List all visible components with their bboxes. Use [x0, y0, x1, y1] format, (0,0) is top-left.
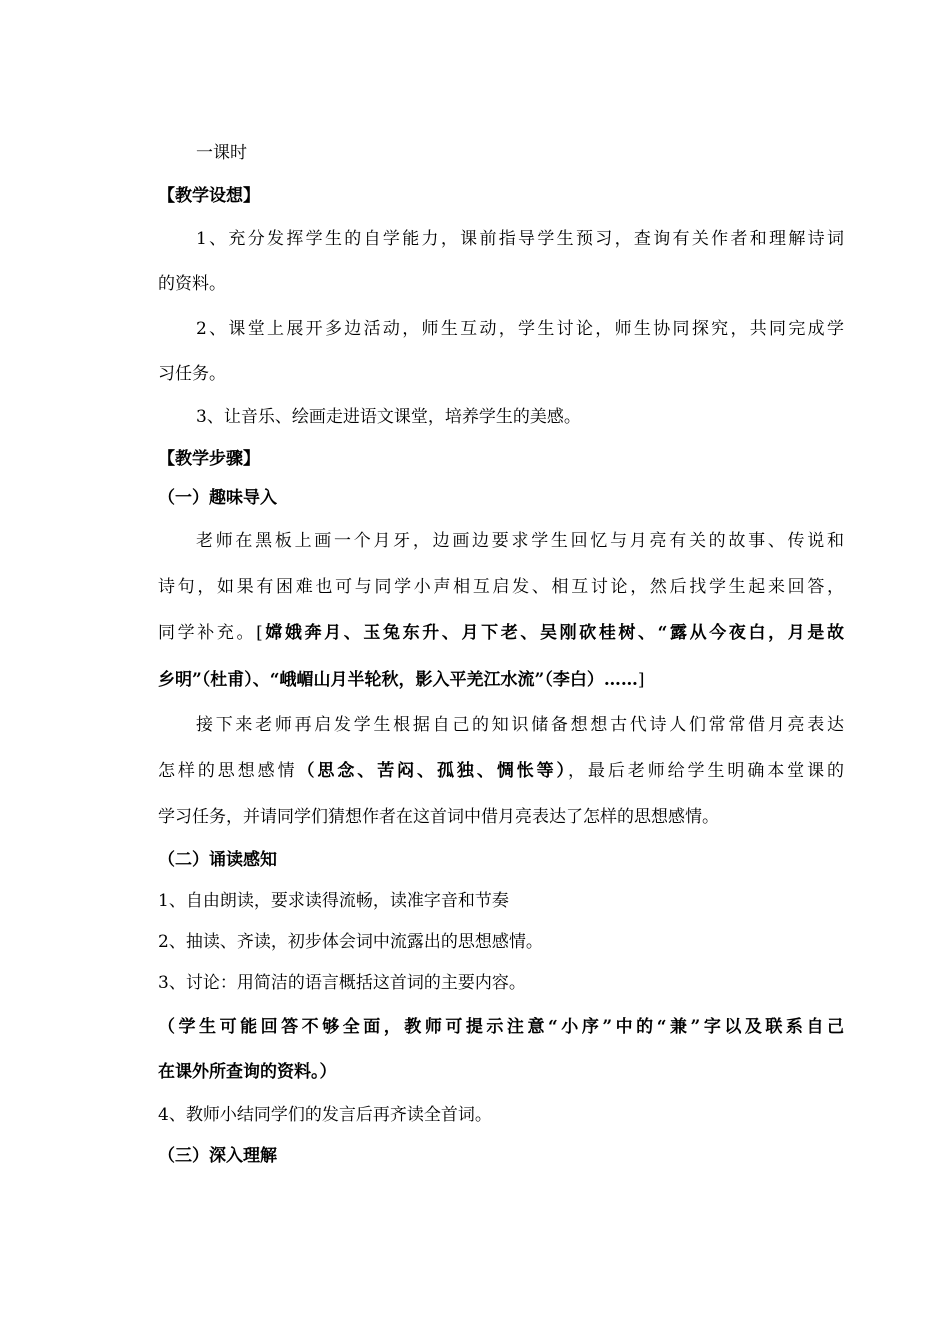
design-item-1-line-1: 1、充分发挥学生的自学能力，课前指导学生预习，查询有关作者和理解诗词	[196, 229, 844, 249]
design-item-2-line-1: 2、课堂上展开多边活动，师生互动，学生讨论，师生协同探究，共同完成学	[196, 319, 844, 339]
step2-heading: （二）诵读感知	[158, 850, 277, 870]
step1-answer-text: 嫦娥奔月、玉兔东升、月下老、吴刚砍桂树、“露从今夜白，月是故	[262, 623, 844, 643]
step1-paragraph2-line-3: 学习任务，并请同学们猜想作者在这首词中借月亮表达了怎样的思想感情。	[158, 807, 719, 827]
step1-p2-emotions: （思念、苦闷、孤独、惆怅等）	[297, 761, 568, 781]
step3-heading: （三）深入理解	[158, 1146, 277, 1166]
step1-paragraph1-line-3	[158, 622, 844, 644]
step2-item-3: 3、讨论：用简洁的语言概括这首词的主要内容。	[158, 973, 526, 993]
design-item-3: 3、让音乐、绘画走进语文课堂，培养学生的美感。	[196, 407, 581, 427]
step1-paragraph1-line-2: 诗句，如果有困难也可与同学小声相互启发、相互讨论，然后找学生起来回答，	[158, 577, 844, 597]
step1-heading: （一）趣味导入	[158, 488, 277, 508]
step1-answer-text-cont: 乡明”（杜甫）、“峨嵋山月半轮秋，影入平羌江水流”（李白）……	[158, 670, 638, 690]
step1-paragraph1-line-4	[158, 669, 644, 691]
design-item-1-line-2: 的资料。	[158, 274, 226, 294]
design-heading: 【教学设想】	[158, 186, 260, 206]
step1-plain-text: 同学补充。[	[158, 623, 263, 643]
lesson-time: 一课时	[196, 143, 247, 163]
step2-item-1: 1、自由朗读，要求读得流畅，读准字音和节奏	[158, 891, 509, 911]
step2-item-2: 2、抽读、齐读，初步体会词中流露出的思想感情。	[158, 932, 543, 952]
step1-p2-plain-2: ，最后老师给学生明确本堂课的	[567, 761, 845, 781]
step2-note-line-1: （学生可能回答不够全面，教师可提示注意“小序”中的“兼”字以及联系自己	[158, 1017, 844, 1037]
step1-paragraph2-line-1: 接下来老师再启发学生根据自己的知识储备想想古代诗人们常常借月亮表达	[196, 715, 844, 735]
step1-paragraph1-line-1: 老师在黑板上画一个月牙，边画边要求学生回忆与月亮有关的故事、传说和	[196, 531, 844, 551]
step2-note-line-2: 在课外所查询的资料。）	[158, 1062, 337, 1082]
step1-bracket-close: ]	[637, 670, 645, 690]
design-item-2-line-2: 习任务。	[158, 364, 226, 384]
step2-item-4: 4、教师小结同学们的发言后再齐读全首词。	[158, 1105, 492, 1125]
step1-p2-plain-1: 怎样的思想感情	[158, 761, 298, 781]
step1-paragraph2-line-2	[158, 760, 844, 782]
steps-heading: 【教学步骤】	[158, 449, 260, 469]
